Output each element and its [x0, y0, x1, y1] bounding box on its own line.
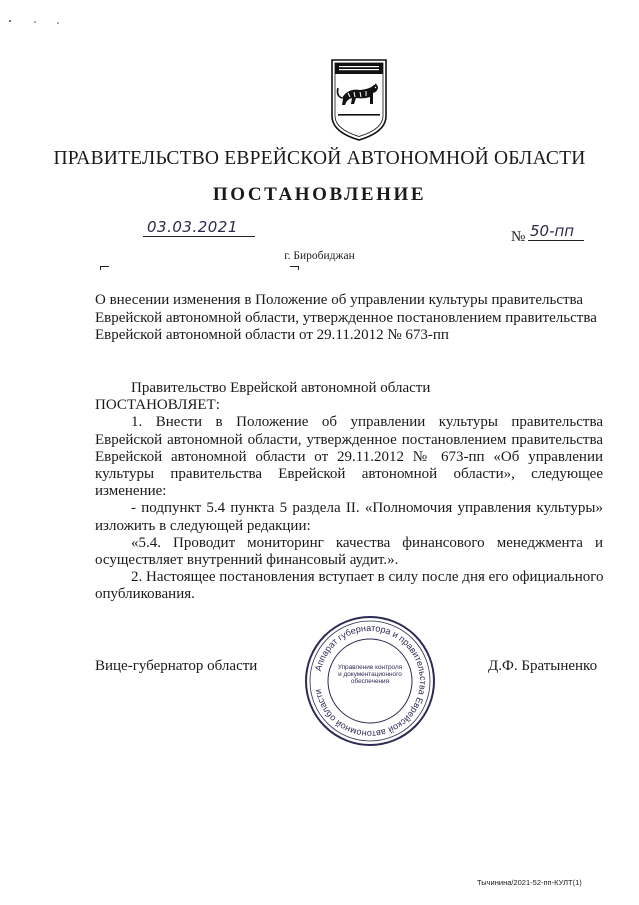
document-type-title: ПОСТАНОВЛЕНИЕ	[212, 184, 427, 205]
signatory-title: Вице-губернатор области	[95, 658, 258, 674]
item-1-line: 1. Внести в Положение об управлении культуры правительства	[131, 414, 603, 431]
number-underline	[528, 240, 584, 241]
official-seal	[303, 614, 437, 748]
seal-ring-text: Аппарат губернатора и правительства Еврейской автономной области	[312, 622, 429, 740]
item-1-line: культуры правительства Еврейской автономной области», следующее	[95, 466, 603, 483]
intro-decree-word: ПОСТАНОВЛЯЕТ:	[95, 397, 220, 414]
subpoint-line: - подпункт 5.4 пункта 5 раздела II. «Полномочия управления культуры»	[131, 500, 603, 517]
subject-line: О внесении изменения в Положение об управлении культуры правительства	[95, 292, 584, 308]
quoted-text-line: осуществляет внутренний финансовый аудит.».	[95, 552, 399, 569]
document-number: 50-пп	[530, 222, 575, 240]
subpoint-line: изложить в следующей редакции:	[95, 517, 311, 534]
quoted-text-line: «5.4. Проводит мониторинг качества финансового менеджмента и	[131, 534, 603, 551]
document-date: 03.03.2021	[147, 218, 238, 236]
bracket-corner-left	[100, 266, 109, 270]
subject-line: Еврейской автономной области, утвержденное постановлением правительства	[95, 309, 597, 326]
item-2-line: 2. Настоящее постановления вступает в силу после дня его официального	[131, 569, 604, 586]
bracket-corner-right	[290, 266, 299, 270]
number-sign: №	[511, 229, 526, 245]
coat-of-arms-emblem	[330, 58, 388, 142]
item-1-line: Еврейской автономной области, утвержденное постановлением правительства	[95, 431, 603, 448]
document-subject	[95, 292, 603, 345]
document-body	[95, 380, 603, 604]
subject-line: Еврейской автономной области от 29.11.2012 № 673-пп	[95, 327, 449, 343]
intro-line: Правительство Еврейской автономной области	[131, 380, 431, 396]
government-title: ПРАВИТЕЛЬСТВО ЕВРЕЙСКОЙ АВТОНОМНОЙ ОБЛАСТИ	[53, 148, 586, 169]
city-name: г. Биробиджан	[284, 250, 355, 262]
seal-center-text: Управление контроля и документационного обеспечения	[337, 664, 403, 686]
footer-document-code: Тычинина/2021-52-пп-КУЛТ(1)	[477, 878, 582, 887]
item-1-line: Еврейской автономной области от 29.11.2012 № 673-пп «Об управлении	[95, 448, 603, 465]
item-2-line: опубликования.	[95, 586, 195, 603]
signatory-name: Д.Ф. Братыненко	[488, 658, 598, 674]
item-1-line: изменение:	[95, 483, 167, 500]
scan-specks	[8, 18, 68, 26]
date-underline	[143, 236, 255, 237]
